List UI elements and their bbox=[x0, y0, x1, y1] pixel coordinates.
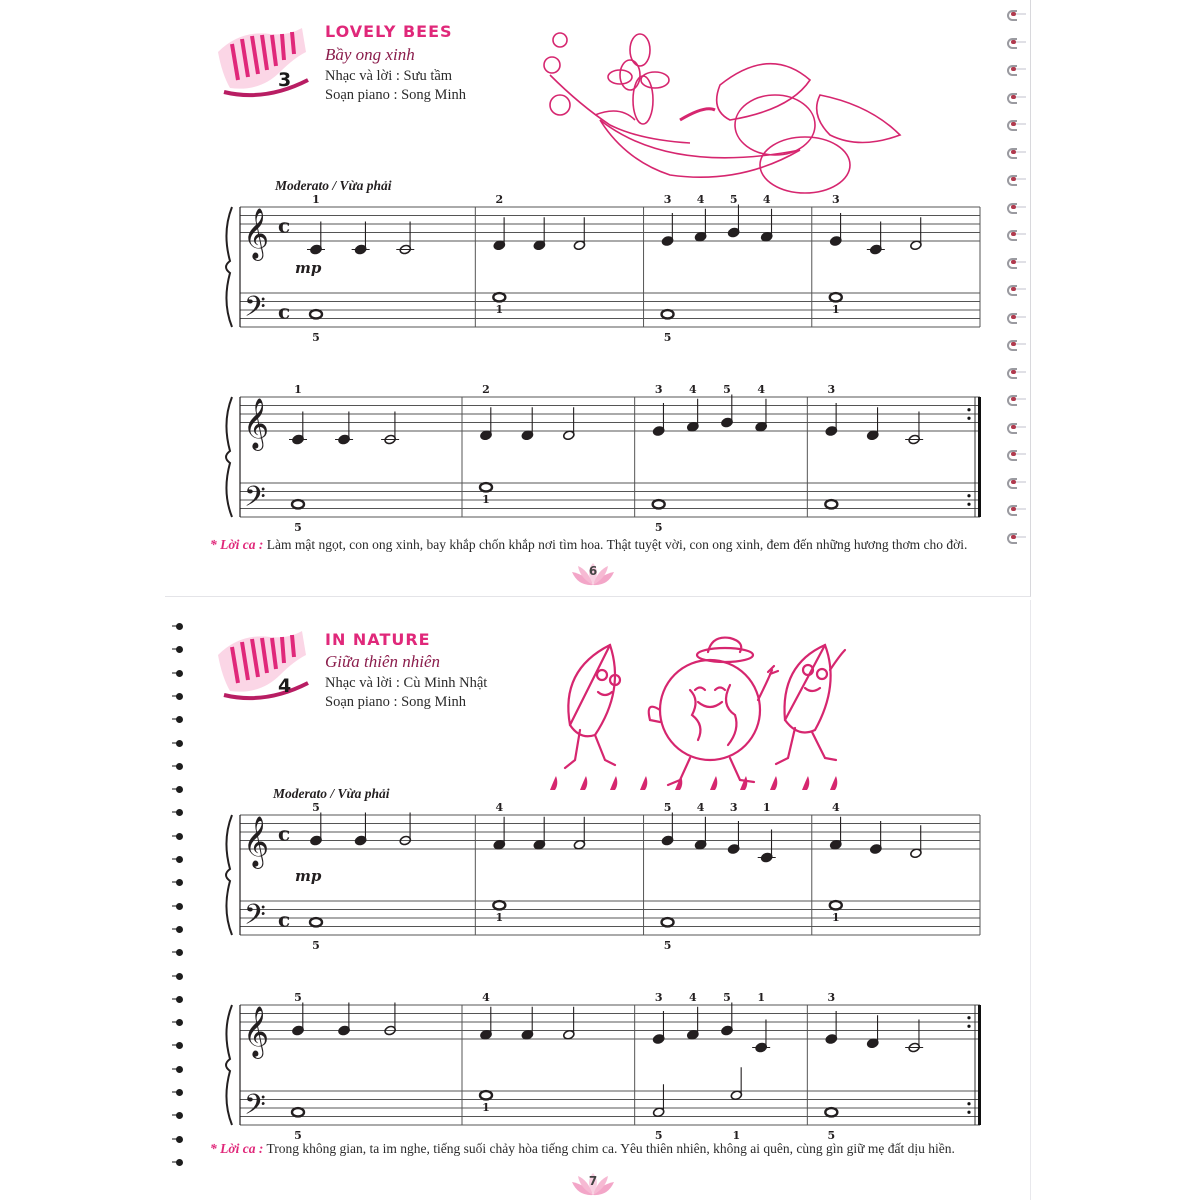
fingering-number: 3 bbox=[729, 801, 738, 814]
treble-note bbox=[480, 407, 492, 440]
fingering-number: 2 bbox=[482, 383, 490, 396]
fingering-number: 5 bbox=[312, 331, 320, 344]
spiral-ring bbox=[172, 1111, 186, 1121]
song-title-vietnamese: Giữa thiên nhiên bbox=[325, 652, 441, 671]
treble-note bbox=[563, 407, 575, 440]
treble-note bbox=[533, 217, 545, 250]
fingering-number: 5 bbox=[312, 801, 320, 814]
bass-note bbox=[493, 901, 505, 909]
treble-note bbox=[694, 209, 706, 242]
treble-note bbox=[867, 407, 879, 440]
bass-note bbox=[480, 483, 492, 491]
piano-keys-badge-icon bbox=[210, 22, 310, 102]
spiral-ring bbox=[172, 878, 186, 888]
treble-note bbox=[652, 1011, 664, 1044]
treble-note bbox=[830, 213, 842, 246]
treble-note bbox=[521, 1007, 533, 1040]
spiral-ring bbox=[1005, 285, 1027, 293]
spiral-ring bbox=[1005, 395, 1027, 403]
fingering-number: 3 bbox=[831, 193, 840, 206]
spiral-ring bbox=[1005, 313, 1027, 321]
spiral-ring bbox=[1005, 368, 1027, 376]
spiral-ring bbox=[1005, 175, 1027, 183]
treble-note bbox=[661, 213, 673, 246]
spiral-ring bbox=[1005, 533, 1027, 541]
fingering-number: 5 bbox=[663, 801, 672, 814]
song-number: 3 bbox=[278, 69, 292, 91]
page-number-badge bbox=[568, 560, 618, 588]
spiral-ring bbox=[172, 669, 186, 679]
treble-note bbox=[687, 399, 699, 432]
treble-note bbox=[694, 817, 706, 850]
lyrics-text: Làm mật ngọt, con ong xinh, bay khắp chốn khắp nơi tìm hoa. Thật tuyệt vời, con ong xinh, đem đến những hương thơm cho đời. bbox=[266, 537, 968, 552]
fingering-number: 4 bbox=[689, 991, 697, 1004]
bass-clef-icon: 𝄢 bbox=[244, 1088, 266, 1129]
lyrics-label: * Lời ca : bbox=[210, 1141, 264, 1156]
brace bbox=[226, 1005, 232, 1125]
spiral-ring bbox=[1005, 478, 1027, 486]
treble-note bbox=[758, 830, 776, 863]
fingering-number: 1 bbox=[757, 991, 765, 1004]
treble-note bbox=[727, 821, 739, 854]
bass-clef-icon: 𝄢 bbox=[244, 898, 266, 939]
fingering-number: 4 bbox=[696, 193, 705, 206]
fingering-number: 1 bbox=[831, 303, 840, 316]
treble-note bbox=[310, 813, 322, 846]
treble-clef-icon: 𝄞 bbox=[243, 208, 270, 259]
spiral-ring bbox=[172, 1158, 186, 1168]
treble-note bbox=[289, 412, 307, 445]
treble-note bbox=[721, 1003, 733, 1036]
common-time-icon: c bbox=[278, 213, 291, 238]
fingering-number: 3 bbox=[654, 991, 663, 1004]
treble-note bbox=[910, 217, 922, 250]
fingering-number: 3 bbox=[654, 383, 663, 396]
fingering-number: 5 bbox=[654, 1129, 663, 1142]
bass-note bbox=[830, 901, 842, 909]
fingering-number: 5 bbox=[827, 1129, 836, 1142]
fingering-number: 5 bbox=[654, 521, 663, 534]
fingering-number: 4 bbox=[482, 991, 490, 1004]
treble-note bbox=[480, 1007, 492, 1040]
fingering-number: 1 bbox=[482, 493, 490, 506]
treble-note bbox=[563, 1007, 575, 1040]
lyrics-text: Trong không gian, ta im nghe, tiếng suối chảy hòa tiếng chim ca. Yêu thiên nhiên, không ai quên, cùng gìn giữ mẹ đất dịu hiền. bbox=[266, 1141, 955, 1156]
spiral-ring bbox=[172, 902, 186, 912]
treble-note bbox=[905, 412, 923, 445]
treble-note bbox=[867, 222, 885, 255]
treble-note bbox=[905, 1020, 923, 1053]
spiral-ring bbox=[172, 832, 186, 842]
bass-note bbox=[662, 310, 674, 318]
page-number: 7 bbox=[588, 1174, 598, 1188]
dynamic-marking: mp bbox=[295, 867, 322, 885]
spiral-ring bbox=[172, 1065, 186, 1075]
spiral-ring bbox=[1005, 93, 1027, 101]
fingering-number: 5 bbox=[663, 939, 672, 952]
bass-clef-icon: 𝄢 bbox=[244, 290, 266, 331]
spiral-ring bbox=[1005, 203, 1027, 211]
spiral-ring bbox=[172, 622, 186, 632]
song-title-vietnamese: Bầy ong xinh bbox=[325, 45, 415, 64]
score-system-1 bbox=[210, 803, 1010, 953]
treble-note bbox=[521, 407, 533, 440]
treble-note bbox=[493, 817, 505, 850]
spiral-ring bbox=[172, 808, 186, 818]
fingering-number: 5 bbox=[729, 193, 738, 206]
bass-note bbox=[292, 500, 304, 508]
credit-arrangement: Soạn piano : Song Minh bbox=[325, 87, 466, 103]
song-title-english: IN NATURE bbox=[325, 630, 431, 649]
bass-clef-icon: 𝄢 bbox=[244, 480, 266, 521]
fingering-number: 3 bbox=[663, 193, 672, 206]
bee-flower-illustration bbox=[540, 25, 910, 195]
fingering-number: 5 bbox=[294, 1129, 302, 1142]
treble-note bbox=[867, 1015, 879, 1048]
score-system-1 bbox=[210, 195, 1010, 345]
credit-music-lyrics: Nhạc và lời : Cù Minh Nhật bbox=[325, 675, 488, 691]
fingering-number: 5 bbox=[294, 521, 302, 534]
spiral-ring bbox=[1005, 505, 1027, 513]
fingering-number: 5 bbox=[312, 939, 320, 952]
spiral-ring bbox=[172, 645, 186, 655]
spiral-ring bbox=[172, 1041, 186, 1051]
treble-note bbox=[825, 1011, 837, 1044]
spiral-ring bbox=[172, 1135, 186, 1145]
fingering-number: 1 bbox=[732, 1129, 741, 1142]
bass-note bbox=[652, 1084, 664, 1117]
spiral-ring bbox=[172, 785, 186, 795]
treble-note bbox=[307, 222, 325, 255]
spiral-ring bbox=[172, 925, 186, 935]
lyrics-line bbox=[210, 1141, 955, 1157]
fingering-number: 4 bbox=[696, 801, 705, 814]
treble-note bbox=[338, 1003, 350, 1036]
treble-note bbox=[354, 813, 366, 846]
piano-keys-badge-icon bbox=[210, 625, 310, 705]
bass-note bbox=[730, 1067, 742, 1100]
spiral-ring bbox=[1005, 423, 1027, 431]
fingering-number: 1 bbox=[495, 911, 504, 924]
bass-note bbox=[480, 1091, 492, 1099]
brace bbox=[226, 815, 232, 935]
score-system-2 bbox=[210, 991, 1010, 1142]
bass-note bbox=[662, 918, 674, 926]
fingering-number: 5 bbox=[663, 331, 672, 344]
treble-note bbox=[573, 817, 585, 850]
treble-note bbox=[830, 817, 842, 850]
treble-note bbox=[335, 412, 353, 445]
spiral-ring bbox=[1005, 450, 1027, 458]
treble-note bbox=[533, 817, 545, 850]
spiral-ring bbox=[172, 948, 186, 958]
page-number-badge bbox=[568, 1170, 618, 1198]
treble-note bbox=[870, 821, 882, 854]
credit-arrangement: Soạn piano : Song Minh bbox=[325, 694, 466, 710]
treble-note bbox=[727, 205, 739, 238]
bass-note bbox=[825, 1108, 837, 1116]
spiral-ring bbox=[172, 715, 186, 725]
treble-note bbox=[292, 1003, 304, 1036]
treble-note bbox=[352, 222, 370, 255]
song-number: 4 bbox=[278, 675, 292, 697]
treble-note bbox=[493, 217, 505, 250]
lyrics-line bbox=[210, 537, 967, 553]
treble-note bbox=[721, 395, 733, 428]
treble-note bbox=[573, 217, 585, 250]
fingering-number: 1 bbox=[482, 1101, 490, 1114]
fingering-number: 2 bbox=[495, 193, 504, 206]
spiral-ring bbox=[172, 739, 186, 749]
lyrics-label: * Lời ca : bbox=[210, 537, 264, 552]
fingering-number: 1 bbox=[831, 911, 840, 924]
spiral-ring bbox=[172, 1018, 186, 1028]
fingering-number: 3 bbox=[827, 383, 836, 396]
treble-note bbox=[761, 209, 773, 242]
spiral-ring bbox=[172, 972, 186, 982]
treble-note bbox=[825, 403, 837, 436]
dynamic-marking: mp bbox=[295, 259, 322, 277]
page-number: 6 bbox=[588, 564, 598, 578]
fingering-number: 1 bbox=[312, 193, 320, 206]
bass-note bbox=[292, 1108, 304, 1116]
spiral-ring bbox=[1005, 340, 1027, 348]
spiral-ring bbox=[1005, 120, 1027, 128]
treble-note bbox=[752, 1020, 770, 1053]
tempo-marking: Moderato / Vừa phải bbox=[273, 786, 390, 801]
fingering-number: 4 bbox=[762, 193, 771, 206]
tempo-marking: Moderato / Vừa phải bbox=[275, 178, 392, 193]
fingering-number: 5 bbox=[723, 991, 731, 1004]
brace bbox=[226, 207, 232, 327]
fingering-number: 4 bbox=[831, 801, 840, 814]
treble-note bbox=[381, 412, 399, 445]
common-time-icon: c bbox=[278, 821, 291, 846]
fingering-number: 5 bbox=[723, 383, 731, 396]
spiral-ring bbox=[172, 762, 186, 772]
bass-note bbox=[653, 500, 665, 508]
treble-note bbox=[652, 403, 664, 436]
spiral-ring bbox=[172, 1088, 186, 1098]
song-title-english: LOVELY BEES bbox=[325, 22, 453, 41]
fingering-number: 4 bbox=[757, 383, 765, 396]
spiral-ring bbox=[1005, 65, 1027, 73]
fingering-number: 3 bbox=[827, 991, 836, 1004]
walking-earth-leaves-illustration bbox=[540, 630, 880, 800]
bass-note bbox=[830, 293, 842, 301]
credit-music-lyrics: Nhạc và lời : Sưu tầm bbox=[325, 68, 453, 84]
spiral-ring bbox=[1005, 38, 1027, 46]
fingering-number: 5 bbox=[294, 991, 302, 1004]
bass-note bbox=[825, 500, 837, 508]
bass-note bbox=[310, 310, 322, 318]
treble-note bbox=[396, 222, 414, 255]
treble-note bbox=[910, 825, 922, 858]
page-6 bbox=[165, 0, 1031, 597]
spiral-ring bbox=[1005, 258, 1027, 266]
treble-note bbox=[755, 399, 767, 432]
treble-note bbox=[661, 813, 673, 846]
treble-clef-icon: 𝄞 bbox=[243, 398, 270, 449]
spiral-ring bbox=[1005, 230, 1027, 238]
treble-note bbox=[687, 1007, 699, 1040]
score-system-2 bbox=[210, 383, 1010, 534]
spiral-ring bbox=[172, 692, 186, 702]
spiral-ring bbox=[1005, 10, 1027, 18]
treble-clef-icon: 𝄞 bbox=[243, 816, 270, 867]
brace bbox=[226, 397, 232, 517]
common-time-icon: c bbox=[278, 907, 291, 932]
fingering-number: 1 bbox=[495, 303, 504, 316]
bass-note bbox=[493, 293, 505, 301]
fingering-number: 1 bbox=[762, 801, 771, 814]
spiral-ring bbox=[1005, 148, 1027, 156]
spiral-ring bbox=[172, 855, 186, 865]
treble-clef-icon: 𝄞 bbox=[243, 1006, 270, 1057]
fingering-number: 1 bbox=[294, 383, 302, 396]
bass-note bbox=[310, 918, 322, 926]
page-7 bbox=[170, 600, 1031, 1200]
fingering-number: 4 bbox=[689, 383, 697, 396]
common-time-icon: c bbox=[278, 299, 291, 324]
fingering-number: 4 bbox=[495, 801, 504, 814]
spiral-ring bbox=[172, 995, 186, 1005]
